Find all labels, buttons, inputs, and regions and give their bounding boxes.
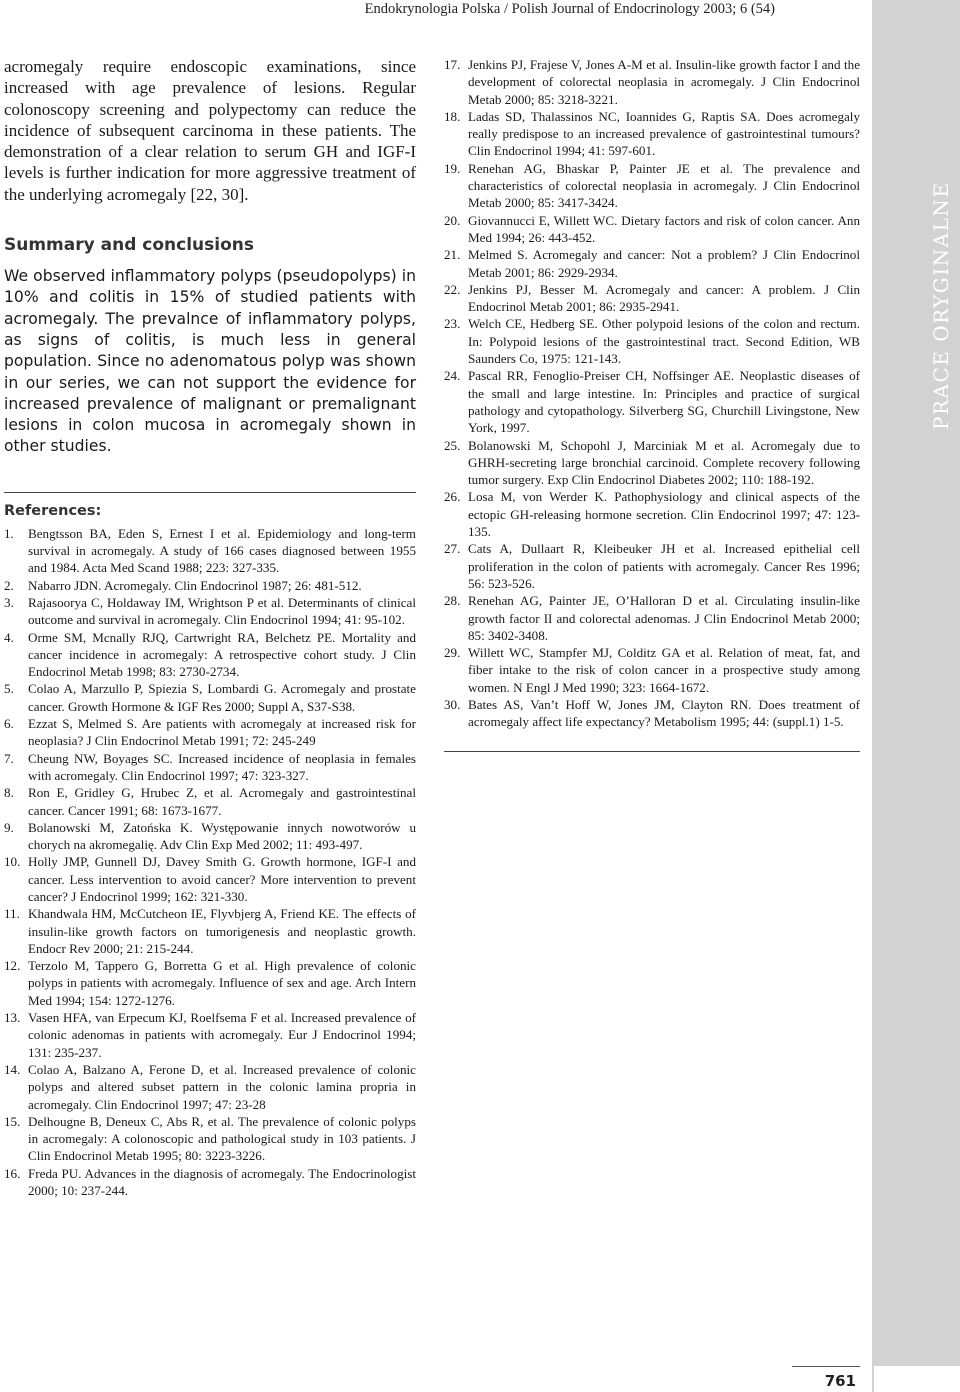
reference-item [444,488,860,540]
reference-number: 4. [4,629,14,645]
reference-text: Pascal RR, Fenoglio-Preiser CH, Noffsinger AE. Neoplastic diseases of the small and large intestine. In: Principles and practice of surgical pathology and cytopathology. Silverberg SG, Churchill Livingstone, New York, 1997. [468,368,860,436]
reference-text: Freda PU. Advances in the diagnosis of acromegaly. The Endocrinologist 2000; 10: 237-244. [28,1165,416,1199]
reference-item [4,750,416,785]
reference-text: Rajasoorya C, Holdaway IM, Wrightson P et al. Determinants of clinical outcome and survival in acromegaly. Clin Endocrinol 1994; 41: 95-102. [28,594,416,628]
left-column [4,56,416,1199]
reference-text: Orme SM, Mcnally RJQ, Cartwright RA, Belchetz PE. Mortality and cancer incidence in acromegaly: A retrospective cohort study. J Clin Endocrinol Metab 1998; 83: 2730-2734. [28,629,416,680]
reference-item [4,905,416,957]
reference-number: 28. [444,593,461,609]
reference-number: 8. [4,785,14,801]
reference-item [4,715,416,750]
reference-number: 5. [4,681,14,697]
reference-number: 7. [4,750,14,766]
reference-item [4,629,416,681]
reference-text: Melmed S. Acromegaly and cancer: Not a problem? J Clin Endocrinol Metab 2001; 86: 2929-2934. [468,247,860,280]
reference-number: 22. [444,281,461,297]
reference-number: 17. [444,57,461,72]
reference-number: 11. [4,906,20,922]
reference-item [444,592,860,644]
reference-item [4,784,416,819]
reference-text: Colao A, Marzullo P, Spiezia S, Lombardi G. Acromegaly and prostate cancer. Growth Hormone & IGF Res 2000; Suppl A, S37-S38. [28,681,416,714]
summary-heading: Summary and conclusions [4,235,255,256]
reference-item [4,1009,416,1061]
reference-number: 25. [444,437,461,453]
running-head: Endokrynologia Polska / Polish Journal of Endocrinology 2003; 6 (54) [364,1,775,17]
reference-list-left [4,525,416,1200]
references-divider [4,492,416,493]
reference-item [444,367,860,436]
reference-text: Ladas SD, Thalassinos NC, Ioannides G, Raptis SA. Does acromegaly really predispose to an increased prevalence of gastrointestinal tumours? Clin Endocrinol 1994; 41: 597-601. [468,108,860,159]
reference-item [444,540,860,592]
reference-number: 9. [4,819,14,835]
reference-text: Bolanowski M, Schopohl J, Marciniak M et al. Acromegaly due to GHRH-secreting large bronchial carcinoid. Complete recovery following tumor surgery. Exp Clin Endocrinol Diabetes 2002; 110: 188-192. [468,437,860,488]
reference-text: Delhougne B, Deneux C, Abs R, et al. The prevalence of colonic polyps in acromegaly: A colonoscopic and pathological study in 103 patients. J Clin Endocrinol Metab 1995; 80: 3223-3226. [28,1113,416,1164]
reference-text: Cats A, Dullaart R, Kleibeuker JH et al. Increased epithelial cell proliferation in the colon of patients with acromegaly. Cancer Res 1996; 56: 523-526. [468,541,860,591]
right-column [444,56,860,752]
reference-item [444,644,860,696]
reference-item [444,281,860,316]
reference-text: Welch CE, Hedberg SE. Other polypoid lesions of the colon and rectum. In: Polypoid lesions of the gastrointestinal tract. Second Edition, WB Saunders Co, 1975: 121-143. [468,316,860,367]
reference-number: 3. [4,594,14,610]
reference-item [4,819,416,854]
reference-number: 21. [444,247,461,263]
reference-number: 19. [444,160,461,176]
reference-number: 27. [444,541,461,557]
reference-item [444,160,860,212]
reference-item [4,680,416,715]
reference-number: 15. [4,1113,21,1129]
references-heading: References: [4,502,102,519]
reference-number: 23. [444,316,461,332]
reference-number: 18. [444,108,461,124]
reference-text: Ron E, Gridley G, Hrubec Z, et al. Acromegaly and gastrointestinal cancer. Cancer 1991; 68: 1673-1677. [28,785,416,818]
reference-text: Bengtsson BA, Eden S, Ernest I et al. Epidemiology and long-term survival in acromegaly. A study of 166 cases diagnosed between 1955 and 1984. Acta Med Scand 1988; 223: 327-335. [28,525,416,576]
reference-text: Holly JMP, Gunnell DJ, Davey Smith G. Growth hormone, IGF-I and cancer. Less intervention to avoid cancer? More intervention to prevent cancer? J Endocrinol 1999; 162: 321-330. [28,854,416,904]
reference-item [4,1061,416,1113]
reference-item [4,577,416,594]
reference-text: Jenkins PJ, Besser M. Acromegaly and cancer: A problem. J Clin Endocrinol Metab 2001; 86: 2935-2941. [468,281,860,315]
reference-item [4,957,416,1009]
reference-text: Cheung NW, Boyages SC. Increased incidence of neoplasia in females with acromegaly. Clin Endocrinol 1997; 47: 323-327. [28,750,416,783]
reference-text: Losa M, von Werder K. Pathophysiology and clinical aspects of the ectopic GH-releasing hormone secretion. Clin Endocrinol 1997; 47: 123-135. [468,489,860,540]
reference-item [444,56,860,108]
reference-text: Giovannucci E, Willett WC. Dietary factors and risk of colon cancer. Ann Med 1994; 26: 443-452. [468,212,860,245]
page-number-box [874,1366,960,1392]
reference-number: 1. [4,525,14,541]
reference-text: Ezzat S, Melmed S. Are patients with acromegaly at increased risk for neoplasia? J Clin Endocrinol Metab 1991; 72: 245-249 [28,716,416,749]
reference-text: Jenkins PJ, Frajese V, Jones A-M et al. Insulin-like growth factor I and the development of colorectal neoplasia in acromegaly. J Clin Endocrinol Metab 2000; 85: 3218-3221. [468,57,860,107]
reference-item [444,315,860,367]
reference-item [4,853,416,905]
reference-item [444,246,860,281]
reference-text: Bolanowski M, Zatońska K. Występowanie innych nowotworów u chorych na akromegalię. Adv Clin Exp Med 2002; 11: 493-497. [28,819,416,853]
reference-number: 16. [4,1165,21,1181]
right-column-end-rule [444,751,860,752]
reference-number: 30. [444,696,461,712]
reference-item [444,437,860,489]
reference-text: Colao A, Balzano A, Ferone D, et al. Increased prevalence of colonic polyps and altered subset pattern in the colonic lamina propria in acromegaly. Clin Endocrinol 1997; 47: 23-28 [28,1061,416,1112]
reference-number: 24. [444,368,461,384]
reference-number: 6. [4,716,14,732]
reference-text: Renehan AG, Bhaskar P, Painter JE et al. The prevalence and characteristics of colorectal neoplasia in acromegaly. J Clin Endocrinol Metab 2000; 85: 3417-3424. [468,160,860,211]
reference-number: 13. [4,1010,21,1026]
reference-item [444,108,860,160]
reference-item [4,1113,416,1165]
reference-number: 10. [4,854,21,870]
reference-list-right [444,56,860,731]
reference-text: Bates AS, Van’t Hoff W, Jones JM, Clayton RN. Does treatment of acromegaly affect life expectancy? Metabolism 1995; 44: (suppl.1) 1-5. [468,696,860,730]
summary-paragraph: We observed inflammatory polyps (pseudopolyps) in 10% and colitis in 15% of studied patients with acromegaly. The prevalnce of inflammatory polyps, as signs of colitis, is much less in general population. Since no adenomatous polyp was shown in our series, we can not support the evidence for increased prevalence of malignant or premalignant lesions in colon mucosa in acromegaly shown in other studies. [4,267,416,456]
reference-number: 12. [4,958,21,974]
reference-number: 2. [4,577,14,593]
reference-item [4,594,416,629]
reference-text: Willett WC, Stampfer MJ, Colditz GA et al. Relation of meat, fat, and fiber intake to the risk of colon cancer in a prospective study among women. N Engl J Med 1990; 323: 1664-1672. [468,645,860,695]
reference-text: Nabarro JDN. Acromegaly. Clin Endocrinol 1987; 26: 481-512. [28,577,362,593]
reference-item [444,696,860,731]
reference-number: 26. [444,489,461,505]
footer-rule [792,1366,860,1367]
reference-text: Vasen HFA, van Erpecum KJ, Roelfsema F et al. Increased prevalence of colonic adenomas in patients with acromegaly. Eur J Endocrinol 1994; 131: 235-237. [28,1010,416,1060]
reference-number: 14. [4,1061,21,1077]
reference-text: Khandwala HM, McCutcheon IE, Flyvbjerg A, Friend KE. The effects of insulin-like growth factors on tumorigenesis and neoplastic growth. Endocr Rev 2000; 21: 215-244. [28,906,416,956]
page-number: 761 [824,1372,856,1390]
reference-number: 29. [444,645,461,661]
reference-text: Terzolo M, Tappero G, Borretta G et al. High prevalence of colonic polyps in patients with acromegaly. Influence of sex and age. Arch Intern Med 1994; 154: 1272-1276. [28,958,416,1008]
reference-item [4,1165,416,1200]
reference-item [444,212,860,247]
reference-number: 20. [444,212,461,228]
intro-paragraph: acromegaly require endoscopic examinations, since increased with age prevalence of lesions. Regular colonoscopy screening and polypectomy can reduce the incidence of subsequent carcinoma in these patients. The demonstration of a clear relation to serum GH and IGF-I levels is further indication for more aggressive treatment of the underlying acromegaly [22, 30]. [4,57,416,204]
side-banner-label: PRACE ORYGINALNE [929,181,953,430]
reference-text: Renehan AG, Painter JE, O’Halloran D et al. Circulating insulin-like growth factor II and colorectal adenomas. J Clin Endocrinol Metab 2000; 85: 3402-3408. [468,593,860,643]
reference-item [4,525,416,577]
